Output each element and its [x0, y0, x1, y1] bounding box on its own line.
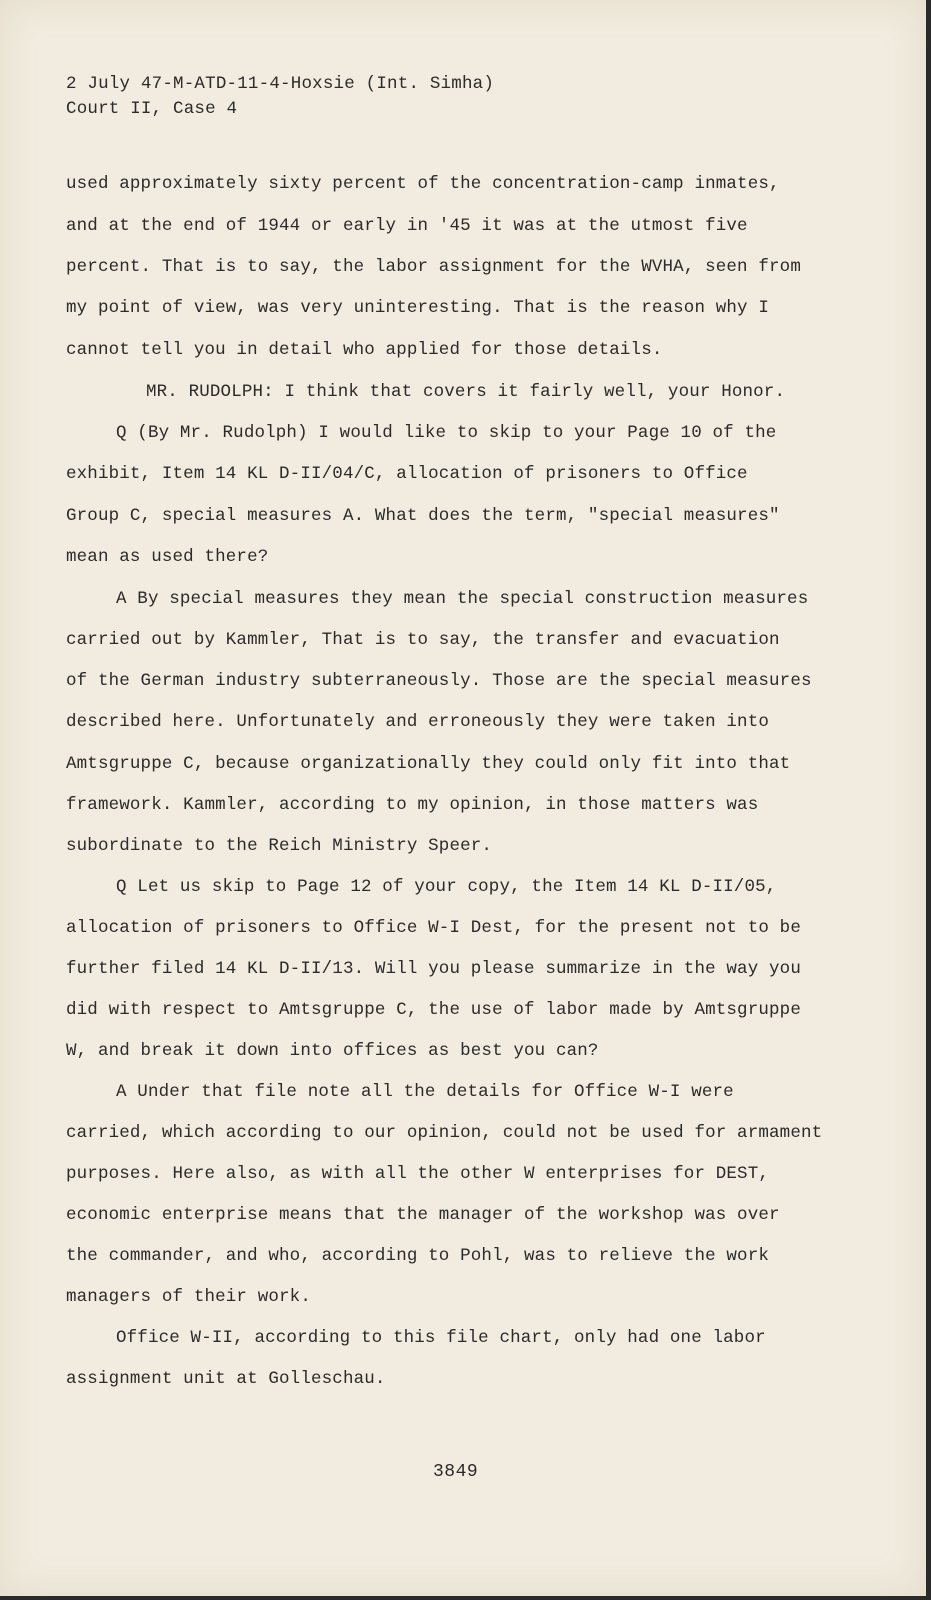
text-line: Q (By Mr. Rudolph) I would like to skip to your Page 10 of the [116, 423, 777, 443]
text-line: managers of their work. [66, 1287, 311, 1307]
text-line: assignment unit at Golleschau. [66, 1369, 386, 1389]
text-line: Amtsgruppe C, because organizationally they could only fit into that [66, 754, 791, 774]
text-line: my point of view, was very uninteresting. That is the reason why I [66, 298, 770, 318]
text-line: the commander, and who, according to Pohl, was to relieve the work [66, 1246, 770, 1266]
text-line: MR. RUDOLPH: I think that covers it fairly well, your Honor. [146, 382, 786, 402]
text-line: purposes. Here also, as with all the other W enterprises for DEST, [66, 1164, 770, 1184]
header-line-1: 2 July 47-M-ATD-11-4-Hoxsie (Int. Simha) [66, 74, 495, 94]
text-line: Q Let us skip to Page 12 of your copy, the Item 14 KL D-II/05, [116, 877, 777, 897]
text-line: of the German industry subterraneously. Those are the special measures [66, 671, 812, 691]
text-line: allocation of prisoners to Office W-I Dest, for the present not to be [66, 918, 801, 938]
text-line: cannot tell you in detail who applied for those details. [66, 340, 663, 360]
text-line: percent. That is to say, the labor assignment for the WVHA, seen from [66, 257, 801, 277]
text-line: A By special measures they mean the special construction measures [116, 589, 809, 609]
page-number: 3849 [433, 1462, 479, 1482]
text-line: Group C, special measures A. What does the term, "special measures" [66, 506, 780, 526]
text-line: W, and break it down into offices as best you can? [66, 1041, 599, 1061]
text-line: further filed 14 KL D-II/13. Will you please summarize in the way you [66, 959, 801, 979]
text-line: carried, which according to our opinion, could not be used for armament [66, 1123, 823, 1143]
text-line: subordinate to the Reich Ministry Speer. [66, 836, 493, 856]
text-line: A Under that file note all the details for Office W-I were [116, 1082, 734, 1102]
text-line: and at the end of 1944 or early in '45 it was at the utmost five [66, 216, 748, 236]
text-line: economic enterprise means that the manager of the workshop was over [66, 1205, 780, 1225]
text-line: did with respect to Amtsgruppe C, the use of labor made by Amtsgruppe [66, 1000, 801, 1020]
text-line: carried out by Kammler, That is to say, the transfer and evacuation [66, 630, 780, 650]
text-line: mean as used there? [66, 547, 269, 567]
text-line: Office W-II, according to this file chart, only had one labor [116, 1328, 766, 1348]
document-header [66, 72, 494, 122]
text-line: exhibit, Item 14 KL D-II/04/C, allocation of prisoners to Office [66, 464, 748, 484]
header-line-2: Court II, Case 4 [66, 99, 238, 119]
text-line: described here. Unfortunately and erroneously they were taken into [66, 712, 770, 732]
text-line: used approximately sixty percent of the concentration-camp inmates, [66, 174, 780, 194]
text-line: framework. Kammler, according to my opinion, in those matters was [66, 795, 759, 815]
